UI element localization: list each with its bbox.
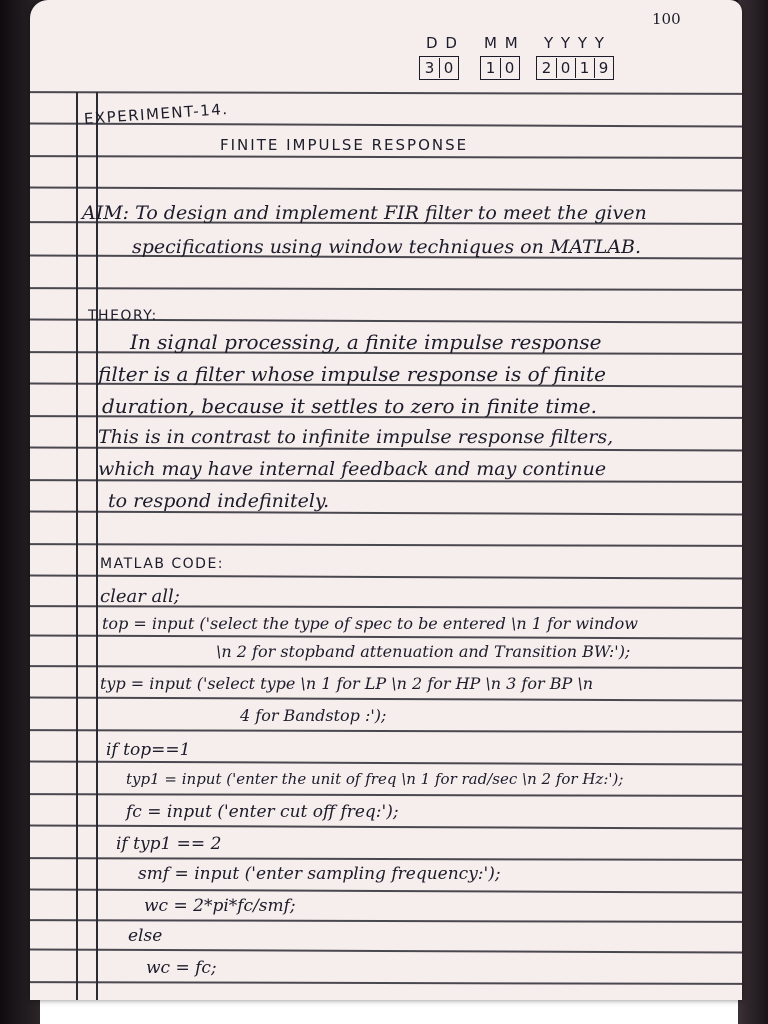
experiment-label: EXPERIMENT-14. [83,99,230,128]
date-year-box [536,56,614,80]
code-line: 4 for Bandstop :'); [240,706,387,725]
theory-line: filter is a filter whose impulse response is of finite [98,362,606,386]
date-month-digit: 0 [504,59,515,77]
aim-line-2: specifications using window techniques on MATLAB. [132,236,642,258]
ruled-line [30,760,742,765]
ruled-line [30,981,742,984]
experiment-title: FINITE IMPULSE RESPONSE [220,136,469,154]
code-line: typ1 = input ('enter the unit of freq \n 1 for rad/sec \n 2 for Hz:'); [126,770,624,788]
date-label-day: D D [426,34,459,52]
theory-line: which may have internal feedback and may continue [98,458,607,480]
code-line: if typ1 == 2 [116,834,222,854]
notebook-page [30,0,742,1000]
ruled-line [30,793,742,796]
date-year-digit: 1 [576,58,595,78]
code-line: top = input ('select the type of spec to be entered \n 1 for window [102,614,638,633]
theory-line: to respond indefinitely. [108,490,330,512]
date-label-month: M M [484,34,520,52]
date-day-box [419,56,459,80]
ruled-line [30,857,742,860]
ruled-line [30,824,742,829]
date-month-box [480,56,520,80]
page-number: 100 [652,10,681,28]
code-line: fc = input ('enter cut off freq:'); [126,802,399,822]
date-day-digit: 0 [443,59,454,77]
theory-label: THEORY: [88,308,158,324]
date-month-digit: 1 [482,58,501,78]
code-line: wc = 2*pi*fc/smf; [144,896,296,916]
theory-line: In signal processing, a finite impulse response [130,330,602,354]
code-line: \n 2 for stopband attenuation and Transition BW:'); [216,642,631,661]
aim-line-1: AIM: To design and implement FIR filter to meet the given [82,202,647,224]
ruled-line [30,155,742,158]
margin-line-outer [76,92,78,1000]
ruled-line [30,634,742,639]
date-year-digit: 0 [557,58,576,78]
ruled-line [30,696,742,701]
code-line: clear all; [100,586,180,607]
ruled-line [30,543,742,546]
date-year-digit: 9 [598,59,609,77]
ruled-line [30,186,742,191]
code-line: typ = input ('select type \n 1 for LP \n 2 for HP \n 3 for BP \n [100,674,594,693]
date-day-digit: 3 [421,58,440,78]
code-line: wc = fc; [146,958,217,978]
theory-line: duration, because it settles to zero in finite time. [102,394,597,418]
ruled-line [30,574,742,579]
date-year-digit: 2 [538,58,557,78]
ruled-line [30,287,742,290]
ruled-line [30,919,742,922]
ruled-line [30,91,742,94]
date-label-year: Y Y Y Y [544,34,606,52]
ruled-line [30,948,742,953]
margin-line-inner [96,92,98,1000]
ruled-line [30,665,742,668]
code-label: MATLAB CODE: [100,556,225,572]
code-line: if top==1 [106,740,191,760]
code-line: smf = input ('enter sampling frequency:'); [138,864,501,884]
ruled-line [30,729,742,732]
ruled-line [30,888,742,893]
theory-line: This is in contrast to infinite impulse response filters, [98,426,614,448]
code-line: else [128,926,163,946]
background-shadow-right [738,0,768,1024]
